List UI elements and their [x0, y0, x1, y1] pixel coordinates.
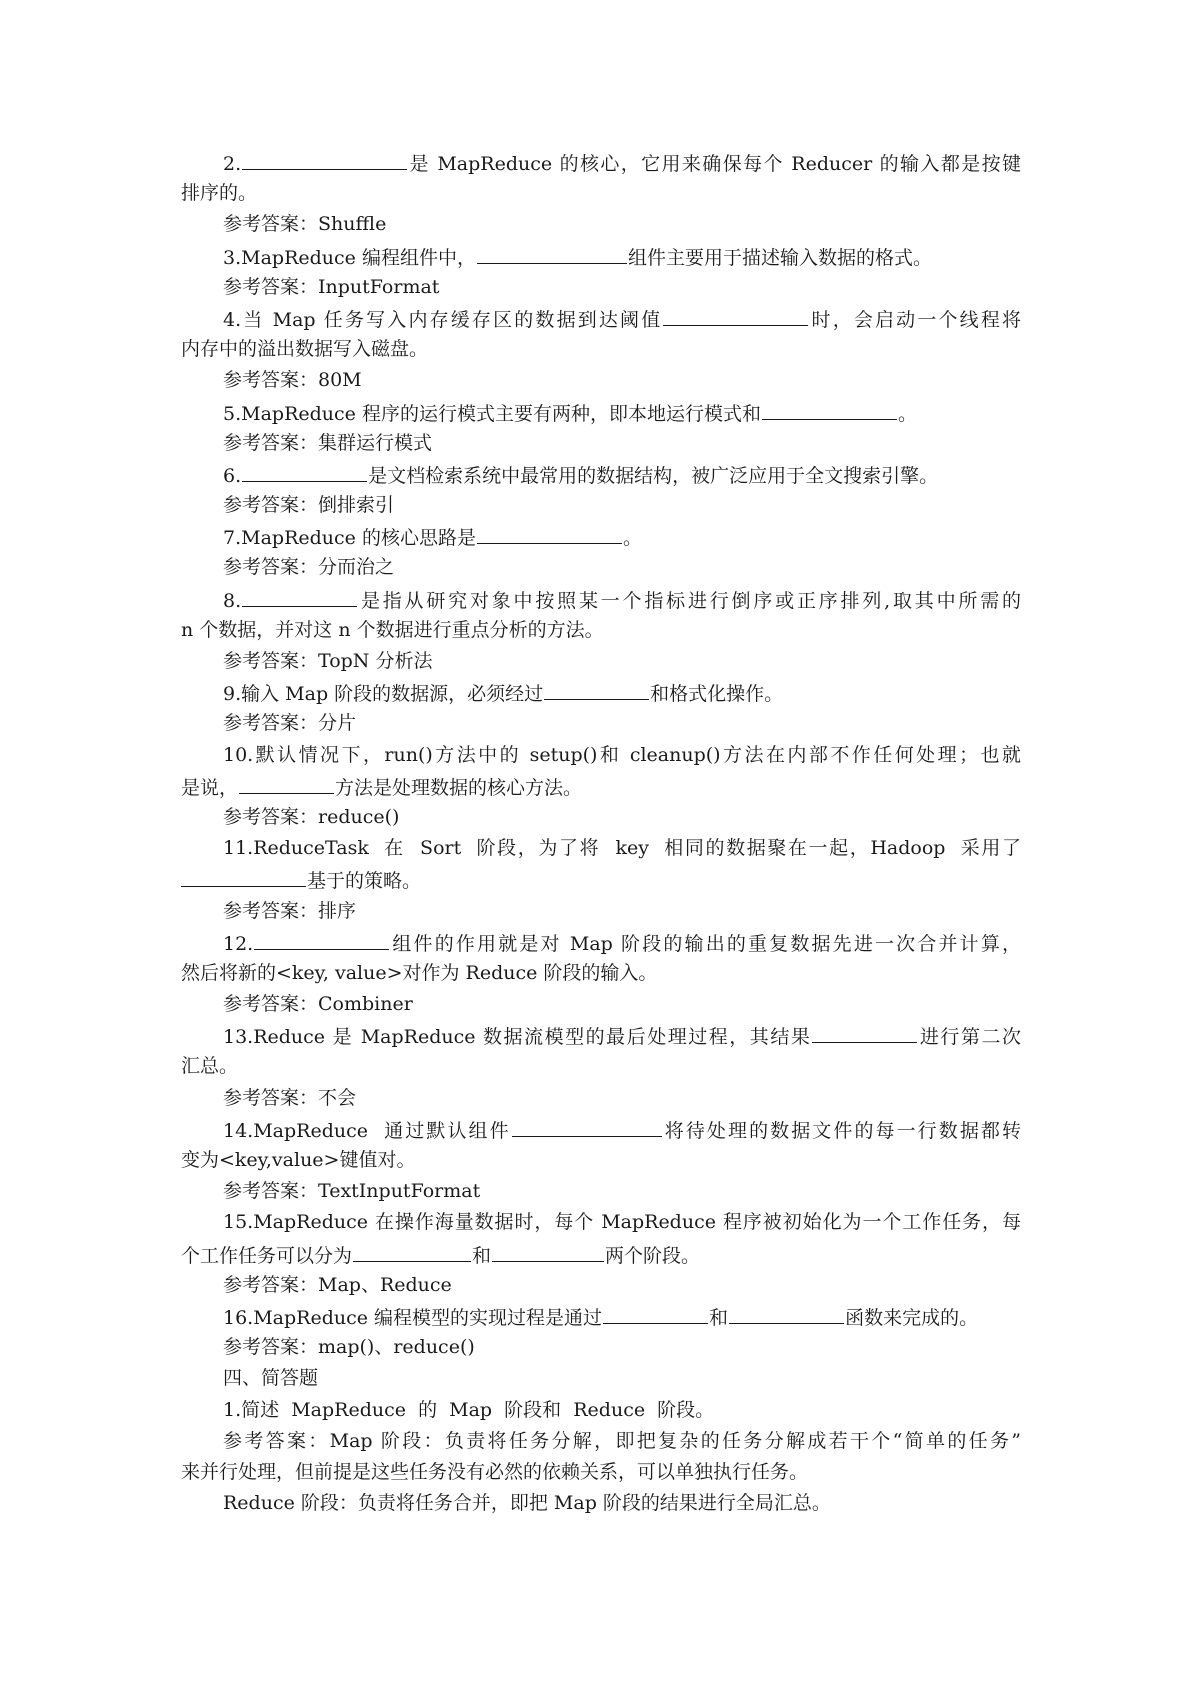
answer-blank	[353, 1239, 471, 1262]
answer-15: 参考答案：Map、Reduce	[223, 1273, 452, 1296]
question-9: 9.输入 Map 阶段的数据源，必须经过 和格式化操作。	[181, 677, 1021, 708]
answer-blank	[242, 459, 367, 482]
question-3: 3.MapReduce 编程组件中， 组件主要用于描述输入数据的格式。	[181, 241, 1021, 272]
question-10: 10.默认情况下，run()方法中的 setup()和 cleanup()方法在内部不作任何处理；也就	[223, 743, 1021, 766]
answer-11: 参考答案：排序	[223, 899, 357, 922]
answer-3: 参考答案：InputFormat	[223, 275, 440, 298]
answer-8: 参考答案：TopN 分析法	[223, 650, 433, 672]
question-12-continued: 然后将新的<key, value>对作为 Reduce 阶段的输入。	[181, 961, 658, 984]
answer-blank	[603, 1301, 708, 1324]
question-11-continued: 基于的策略。	[181, 864, 1021, 895]
question-2: 2. 是 MapReduce 的核心，它用来确保每个 Reducer 的输入都是按键	[181, 147, 1021, 178]
question-8-continued: n 个数据，并对这 n 个数据进行重点分析的方法。	[181, 618, 604, 641]
question-11: 11.ReduceTask 在 Sort 阶段，为了将 key 相同的数据聚在一起，Hadoop 采用了	[223, 837, 1021, 860]
question-16: 16.MapReduce 编程模型的实现过程是通过 和 函数来完成的。	[181, 1301, 1021, 1332]
answer-blank	[663, 303, 808, 326]
answer-blank	[242, 147, 407, 170]
answer-blank	[544, 677, 649, 700]
answer-2: 参考答案：Shuffle	[223, 213, 387, 236]
question-10-continued: 是说， 方法是处理数据的核心方法。	[181, 771, 1021, 802]
question-4: 4.当 Map 任务写入内存缓存区的数据到达阈值 时，会启动一个线程将	[181, 303, 1021, 334]
answer-12: 参考答案：Combiner	[223, 993, 413, 1016]
answer-blank	[477, 521, 622, 544]
short-answer-1-reduce: Reduce 阶段：负责将任务合并，即把 Map 阶段的结果进行全局汇总。	[223, 1492, 831, 1515]
question-15-continued: 个工作任务可以分为 和 两个阶段。	[181, 1239, 1021, 1270]
answer-5: 参考答案：集群运行模式	[223, 431, 433, 454]
answer-blank	[512, 1114, 662, 1137]
short-answer-1-continued: 来并行处理，但前提是这些任务没有必然的依赖关系，可以单独执行任务。	[181, 1460, 809, 1483]
answer-16: 参考答案：map()、reduce()	[223, 1336, 475, 1359]
question-5: 5.MapReduce 程序的运行模式主要有两种，即本地运行模式和 。	[181, 397, 1021, 428]
question-6: 6. 是文档检索系统中最常用的数据结构，被广泛应用于全文搜索引擎。	[181, 459, 1021, 490]
answer-14: 参考答案：TextInputFormat	[223, 1180, 481, 1203]
answer-10: 参考答案：reduce()	[223, 805, 400, 828]
answer-4: 参考答案：80M	[223, 369, 362, 392]
question-13-continued: 汇总。	[181, 1055, 239, 1078]
answer-blank	[762, 397, 897, 420]
question-14: 14.MapReduce 通过默认组件 将待处理的数据文件的每一行数据都转	[181, 1114, 1021, 1145]
answer-blank	[239, 771, 334, 794]
answer-blank	[477, 241, 627, 264]
section-heading: 四、简答题	[223, 1367, 319, 1390]
answer-blank	[812, 1020, 917, 1043]
question-8: 8. 是指从研究对象中按照某一个指标进行倒序或正序排列,取其中所需的	[181, 584, 1021, 615]
answer-blank	[729, 1301, 844, 1324]
question-13: 13.Reduce 是 MapReduce 数据流模型的最后处理过程，其结果 进行第二次	[181, 1020, 1021, 1051]
document-page	[181, 147, 1021, 1519]
question-12: 12. 组件的作用就是对 Map 阶段的输出的重复数据先进一次合并计算，	[181, 927, 1021, 958]
short-answer-1: 参考答案：Map 阶段：负责将任务分解，即把复杂的任务分解成若干个“简单的任务”	[223, 1429, 1021, 1452]
answer-blank	[181, 864, 306, 887]
answer-7: 参考答案：分而治之	[223, 556, 395, 579]
answer-blank	[254, 927, 389, 950]
answer-13: 参考答案：不会	[223, 1086, 357, 1109]
answer-9: 参考答案：分片	[223, 712, 357, 735]
question-7: 7.MapReduce 的核心思路是 。	[181, 521, 1021, 552]
answer-6: 参考答案：倒排索引	[223, 494, 395, 517]
question-15: 15.MapReduce 在操作海量数据时，每个 MapReduce 程序被初始化为一个工作任务，每	[223, 1211, 1021, 1234]
answer-blank	[492, 1239, 604, 1262]
question-2-continued: 排序的。	[181, 182, 258, 205]
question-4-continued: 内存中的溢出数据写入磁盘。	[181, 338, 429, 361]
question-14-continued: 变为<key,value>键值对。	[181, 1149, 416, 1171]
answer-blank	[242, 584, 357, 607]
short-question-1: 1.简述 MapReduce 的 Map 阶段和 Reduce 阶段。	[223, 1398, 715, 1421]
